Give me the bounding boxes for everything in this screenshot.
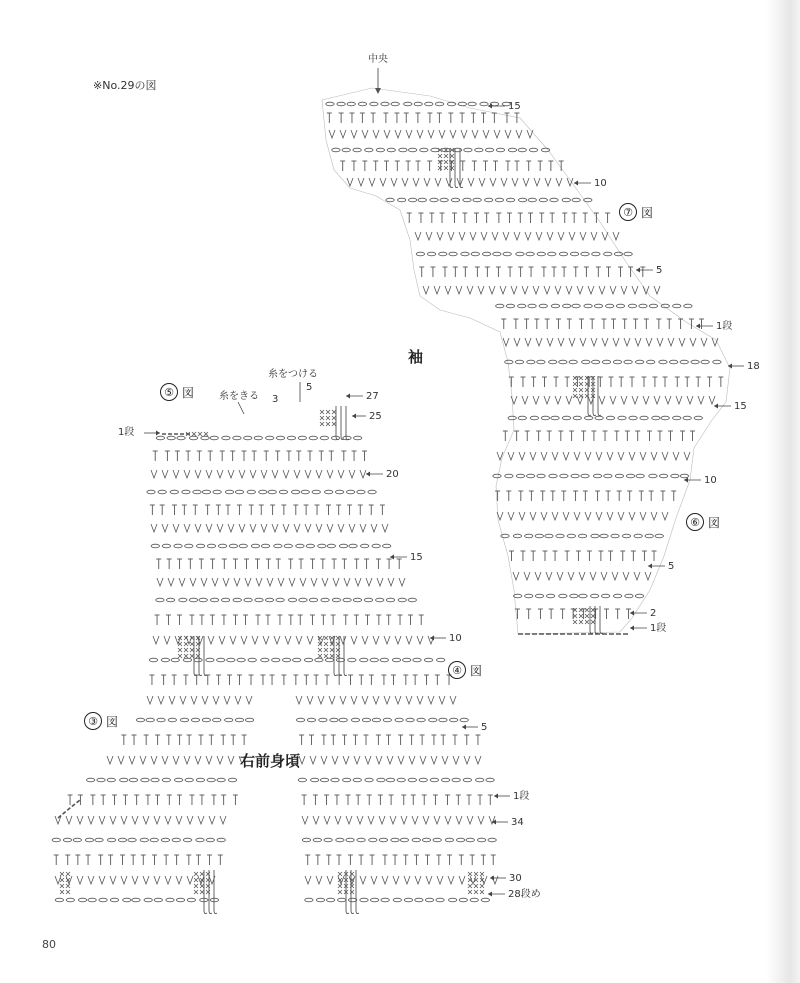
sleeve-row (513, 594, 643, 598)
row-arrow (574, 181, 591, 186)
attach-yarn-label: 糸をつける (268, 369, 318, 380)
row-arrow (630, 626, 647, 631)
figure-label: 図 (708, 515, 721, 530)
row-arrows (144, 101, 744, 897)
sleeve-chart (322, 68, 733, 634)
front-row (153, 636, 434, 644)
figure-3-marker (84, 712, 118, 730)
row-label-15: 15 (508, 101, 521, 112)
sleeve-row (513, 572, 651, 580)
stitch-label-3: 3 (272, 394, 279, 405)
row-label-1: 1段 (716, 321, 733, 332)
front-row (151, 470, 366, 478)
front-row (153, 451, 367, 461)
row-arrow (366, 472, 383, 477)
front-row (157, 578, 405, 586)
figure-number: ⑤ (160, 383, 178, 401)
right-front-title: 右前身頃 (240, 752, 301, 770)
stitch-label-5: 5 (306, 382, 313, 393)
row-label-27: 27 (366, 391, 379, 402)
figure-number: ③ (84, 712, 102, 730)
front-row (156, 436, 362, 440)
row-arrow (144, 431, 160, 436)
row-label-18: 18 (747, 361, 760, 372)
figure-label: 図 (641, 205, 654, 220)
sleeve-row (495, 491, 676, 501)
sleeve-row (329, 130, 533, 138)
right-front-chart (52, 406, 498, 914)
sleeve-row (508, 416, 702, 420)
row-label-10-front: 10 (449, 633, 462, 644)
sleeve-row (503, 431, 695, 441)
figure-label: 図 (470, 663, 483, 678)
sleeve-row (407, 213, 610, 223)
cut-yarn-pointer (238, 402, 244, 414)
figure-label: 図 (182, 385, 195, 400)
row-arrow (488, 892, 505, 897)
sleeve-row (505, 360, 721, 364)
front-row (68, 795, 493, 805)
figure-number: ⑥ (686, 513, 704, 531)
row-arrow (696, 324, 713, 329)
front-row (156, 598, 417, 602)
sleeve-row (509, 377, 724, 387)
sleeve-row (501, 534, 664, 538)
row-label-1-front: 1段 (118, 427, 135, 438)
row-label-20: 20 (386, 469, 399, 480)
sleeve-row (496, 304, 692, 308)
front-row (54, 855, 496, 865)
row-label-30: 30 (509, 873, 522, 884)
row-label-5-front: 5 (481, 722, 488, 733)
front-row (55, 898, 489, 902)
row-label-10: 10 (594, 178, 607, 189)
figure-4-marker (448, 661, 482, 679)
front-row (156, 559, 401, 569)
row-arrow (462, 725, 478, 730)
row-arrow (684, 478, 701, 483)
sleeve-row (386, 198, 592, 202)
front-row (149, 675, 451, 685)
sleeve-row (501, 319, 704, 329)
sleeve-row (415, 232, 619, 240)
front-row (86, 778, 494, 782)
row-label-25: 25 (369, 411, 382, 422)
sleeve-row (509, 551, 657, 561)
cut-yarn-label: 糸をきる (219, 391, 259, 402)
front-row (151, 524, 388, 532)
sleeve-title: 袖 (408, 348, 424, 366)
sleeve-row (497, 452, 690, 460)
figure-label: 図 (106, 714, 119, 729)
figure-number: ⑦ (619, 203, 637, 221)
pattern-note: ※No.29の図 (93, 79, 157, 92)
front-row (136, 718, 468, 722)
figure-5-marker (160, 383, 194, 401)
front-row (147, 490, 376, 494)
row-label-28: 28段め (508, 889, 541, 900)
row-arrow (630, 611, 647, 616)
sleeve-row (493, 474, 689, 478)
row-label-1b: 1段 (650, 623, 667, 634)
front-row (55, 876, 498, 884)
sleeve-row (416, 252, 632, 256)
page-number: 80 (42, 938, 56, 951)
row-arrow (494, 794, 510, 799)
row-label-15-front: 15 (410, 552, 423, 563)
front-row (150, 505, 385, 515)
front-left-edge (58, 800, 80, 818)
row-arrow (714, 404, 731, 409)
front-row (52, 838, 496, 842)
row-label-10b: 10 (704, 475, 717, 486)
row-arrow (636, 268, 653, 273)
row-label-1b-front: 1段 (513, 791, 530, 802)
sleeve-row (419, 267, 645, 277)
front-row (151, 544, 391, 548)
row-arrow (346, 394, 363, 399)
figure-6-marker (686, 513, 720, 531)
center-label: 中央 (368, 54, 388, 65)
row-arrow (728, 364, 744, 369)
row-label-15b: 15 (734, 401, 747, 412)
figure-number: ④ (448, 661, 466, 679)
row-label-34: 34 (511, 817, 524, 828)
figure-7-marker (619, 203, 653, 221)
front-row (55, 816, 495, 824)
sleeve-row (327, 113, 520, 123)
front-row (121, 735, 480, 745)
sleeve-row (511, 396, 715, 404)
row-label-5: 5 (656, 265, 663, 276)
sleeve-row (497, 512, 668, 520)
sleeve-row (503, 338, 718, 346)
sleeve-row (423, 286, 660, 294)
front-row (155, 615, 424, 625)
row-arrow (648, 564, 665, 569)
row-label-5b: 5 (668, 561, 675, 572)
sleeve-row (326, 102, 511, 106)
front-row (147, 696, 456, 704)
row-label-2: 2 (650, 608, 657, 619)
row-arrow (352, 414, 366, 419)
row-arrow (492, 820, 508, 825)
